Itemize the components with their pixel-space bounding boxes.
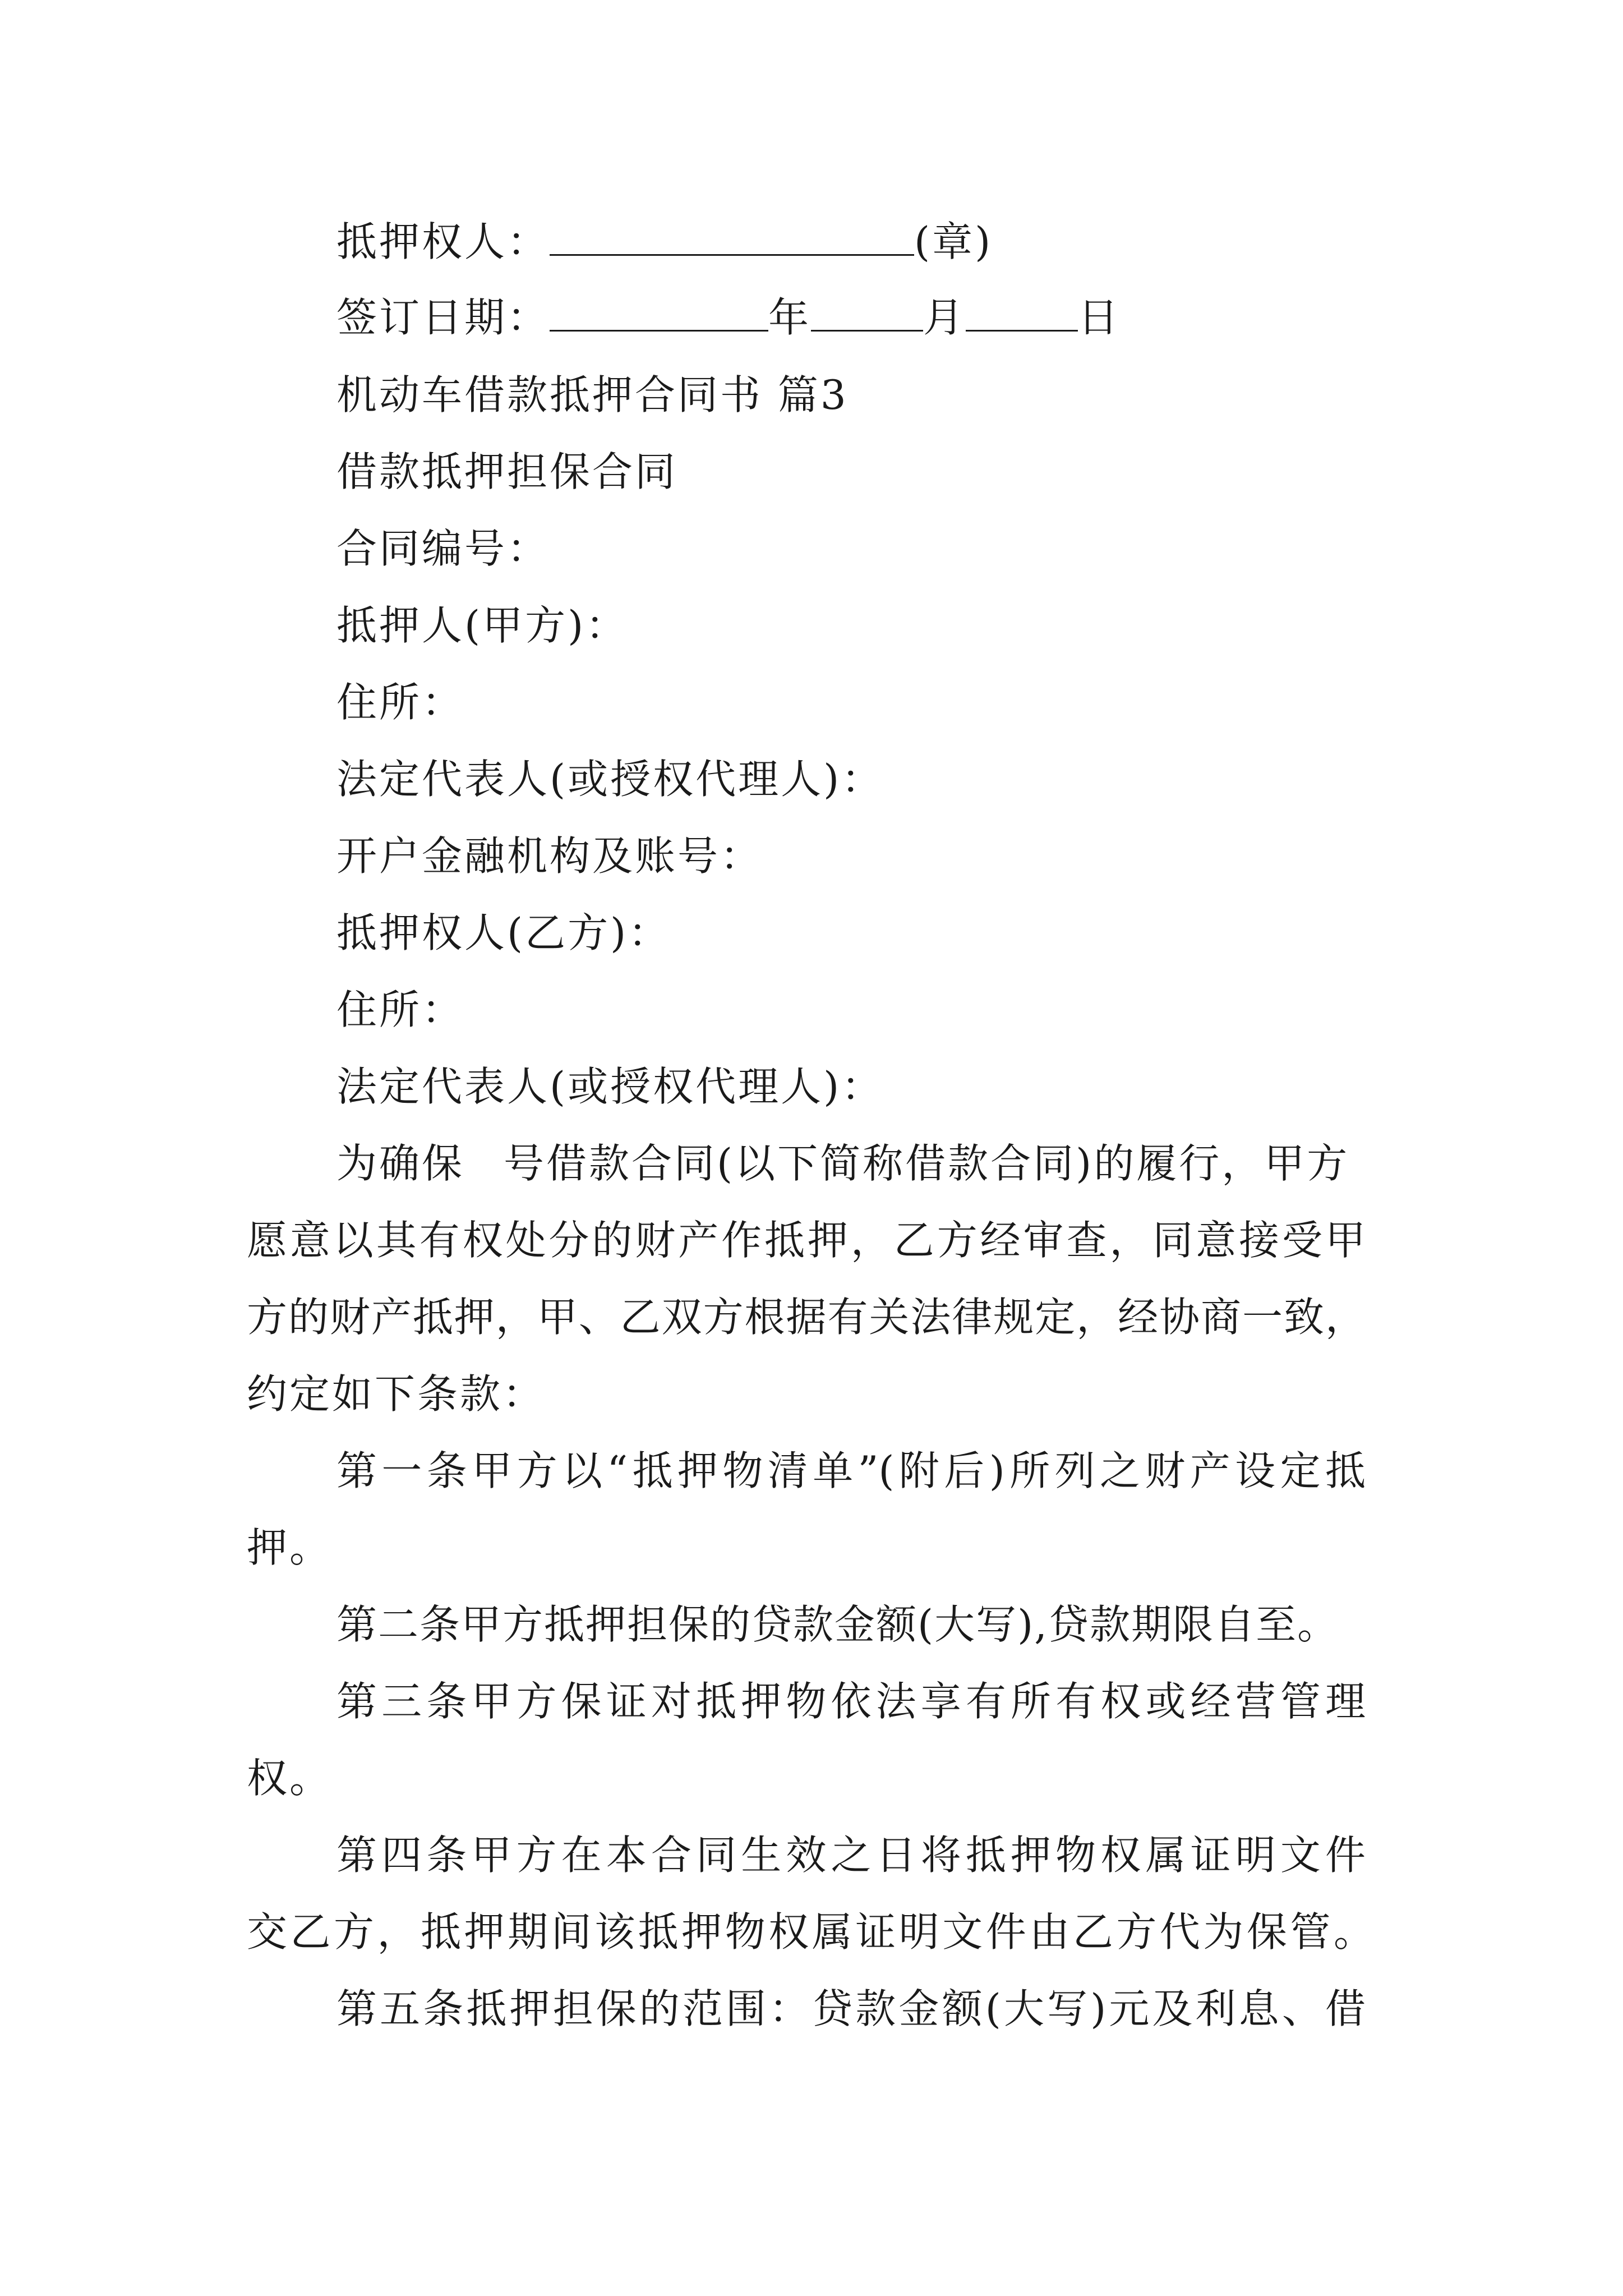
preamble-text-b: 号借款合同(以下简称借款合同)的履行，甲方 bbox=[504, 1140, 1350, 1187]
month-blank bbox=[811, 297, 923, 332]
year-blank bbox=[550, 297, 768, 332]
article-3-line-2: 权。 bbox=[247, 1755, 333, 1802]
preamble-line-3: 方的财产抵押，甲、乙双方根据有关法律规定，经协商一致， bbox=[247, 1294, 1366, 1341]
mortgagor-field: 抵押人(甲方)： bbox=[336, 602, 629, 649]
day-blank bbox=[966, 297, 1078, 332]
mortgagee-field: 抵押权人(乙方)： bbox=[336, 909, 671, 956]
article-1-line-1: 第一条甲方以“抵押物清单”(附后)所列之财产设定抵 bbox=[336, 1447, 1366, 1494]
article-2: 第二条甲方抵押担保的贷款金额(大写),贷款期限自至。 bbox=[336, 1601, 1339, 1648]
signing-date-label: 签订日期： bbox=[336, 294, 550, 341]
mortgagee-legal-rep-field: 法定代表人(或授权代理人)： bbox=[336, 1063, 884, 1110]
mortgagee-address-field: 住所： bbox=[336, 986, 465, 1033]
contract-title: 借款抵押担保合同 bbox=[336, 448, 678, 495]
year-label: 年 bbox=[768, 294, 811, 341]
article-3-line-1: 第三条甲方保证对抵押物依法享有所有权或经营管理 bbox=[336, 1678, 1366, 1725]
mortgagee-blank bbox=[550, 222, 914, 256]
seal-mark: (章) bbox=[914, 218, 993, 265]
preamble-line-1 bbox=[336, 1140, 1350, 1187]
mortgagee-label: 抵押权人： bbox=[336, 218, 550, 265]
article-1-line-2: 押。 bbox=[247, 1524, 333, 1571]
mortgagor-legal-rep-field: 法定代表人(或授权代理人)： bbox=[336, 756, 884, 803]
month-label: 月 bbox=[923, 294, 966, 341]
day-label: 日 bbox=[1078, 294, 1121, 341]
preamble-line-4: 约定如下条款： bbox=[247, 1370, 546, 1418]
preamble-text-a: 为确保 bbox=[336, 1140, 465, 1187]
signing-date-line bbox=[336, 294, 1121, 341]
contract-number-field: 合同编号： bbox=[336, 525, 550, 572]
preamble-line-2: 愿意以其有权处分的财产作抵押，乙方经审查，同意接受甲 bbox=[247, 1217, 1366, 1264]
mortgagee-signature-line bbox=[336, 218, 993, 265]
article-5-line-1: 第五条抵押担保的范围：贷款金额(大写)元及利息、借 bbox=[336, 1985, 1366, 2032]
section-heading: 机动车借款抵押合同书 篇3 bbox=[336, 371, 849, 418]
article-4-line-1: 第四条甲方在本合同生效之日将抵押物权属证明文件 bbox=[336, 1832, 1366, 1879]
article-4-line-2: 交乙方，抵押期间该抵押物权属证明文件由乙方代为保管。 bbox=[247, 1908, 1374, 1955]
bank-account-field: 开户金融机构及账号： bbox=[336, 832, 763, 880]
mortgagor-address-field: 住所： bbox=[336, 679, 465, 726]
